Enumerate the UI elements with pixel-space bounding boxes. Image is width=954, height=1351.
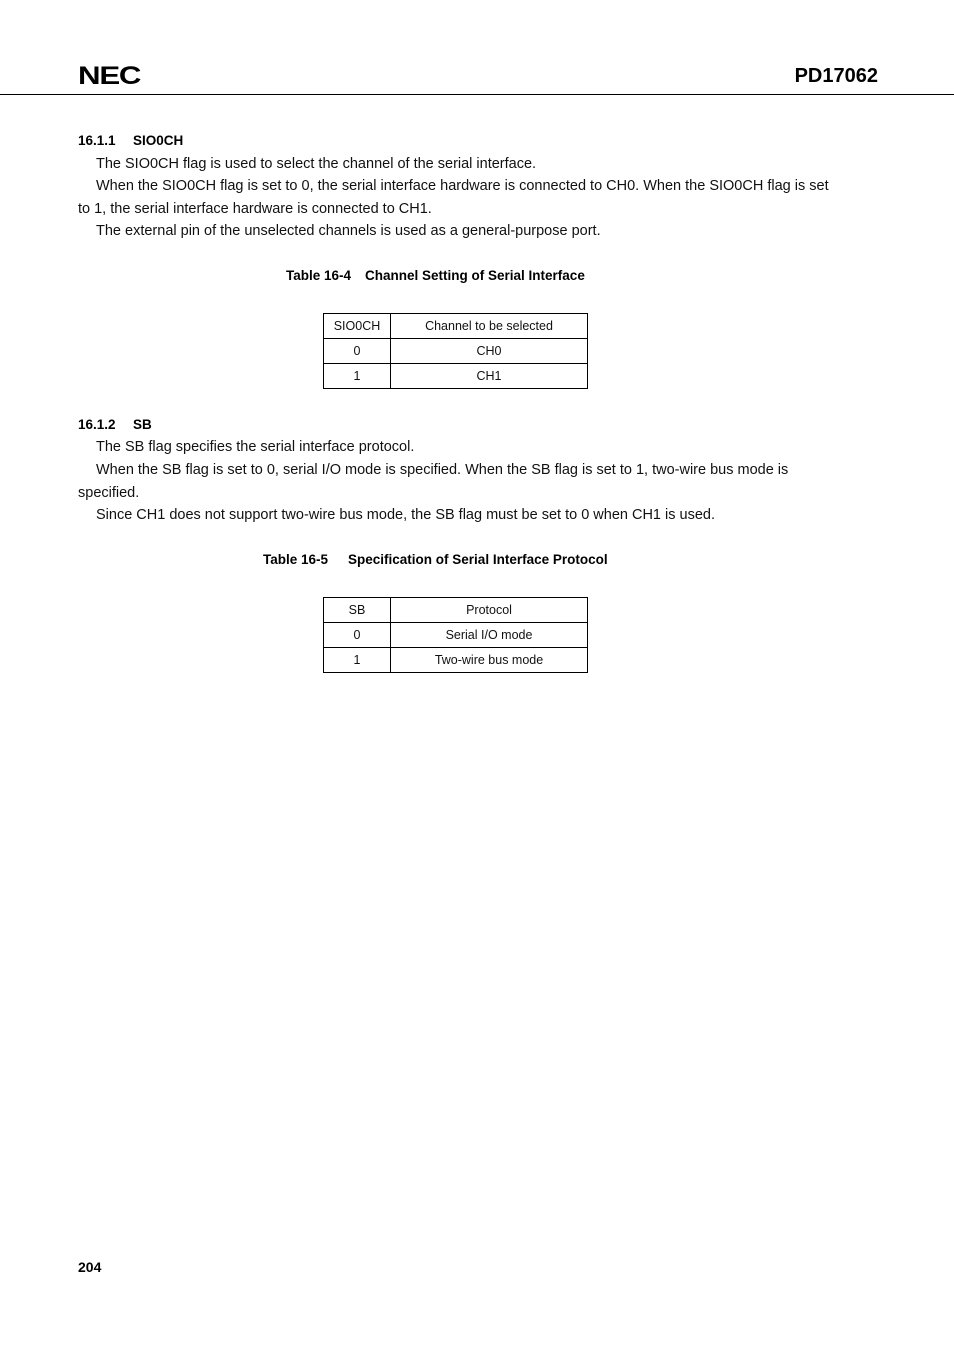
channel-setting-table (323, 313, 588, 389)
paragraph-text: The SIO0CH flag is used to select the channel of the serial interface. (96, 156, 537, 172)
paragraph (78, 220, 834, 243)
table-number: Table 16-4 (286, 268, 352, 283)
section-number: 16.1.1 (78, 133, 116, 148)
paragraph-text: When the SIO0CH flag is set to 0, the serial interface hardware is connected to CH0. When the SIO0CH flag is set to 1, the serial interface hardware is connected to CH1. (78, 178, 829, 217)
table-row (324, 364, 588, 389)
table-row (324, 623, 588, 648)
table-cell: 1 (324, 364, 391, 389)
table-caption (263, 552, 608, 567)
table-title: Specification of Serial Interface Protocol (348, 552, 608, 567)
table-cell: 0 (324, 623, 391, 648)
part-number: PD17062 (794, 65, 878, 87)
table-header-cell: SIO0CH (324, 314, 391, 339)
paragraph (78, 459, 834, 504)
table-cell: 0 (324, 339, 391, 364)
table-row (324, 339, 588, 364)
page-number: 204 (78, 1259, 102, 1275)
section-title: SIO0CH (133, 133, 184, 148)
paragraph (78, 504, 834, 527)
table-cell: Serial I/O mode (391, 623, 588, 648)
section-title: SB (133, 417, 152, 432)
table-cell: Two-wire bus mode (391, 648, 588, 673)
table-header-row (324, 598, 588, 623)
table-header-cell: Channel to be selected (391, 314, 588, 339)
paragraph-text: Since CH1 does not support two-wire bus mode, the SB flag must be set to 0 when CH1 is used. (96, 507, 715, 523)
table-number: Table 16-5 (263, 552, 329, 567)
table-header-cell: SB (324, 598, 391, 623)
table-caption (286, 268, 585, 283)
table-header-cell: Protocol (391, 598, 588, 623)
paragraph-text: When the SB flag is set to 0, serial I/O mode is specified. When the SB flag is set to 1, two-wire bus mode is specified. (78, 462, 789, 501)
paragraph (78, 436, 834, 459)
paragraph-text: The SB flag specifies the serial interface protocol. (96, 439, 415, 455)
table-cell: CH0 (391, 339, 588, 364)
table-row (324, 648, 588, 673)
table-header-row (324, 314, 588, 339)
paragraph-text: The external pin of the unselected channels is used as a general-purpose port. (96, 223, 601, 239)
table-title: Channel Setting of Serial Interface (365, 268, 585, 283)
nec-logo: NEC (78, 62, 141, 90)
header-rule (0, 94, 954, 95)
section-heading-sb (78, 417, 152, 432)
table-cell: CH1 (391, 364, 588, 389)
protocol-table (323, 597, 588, 673)
section-number: 16.1.2 (78, 417, 116, 432)
paragraph (78, 153, 834, 176)
paragraph (78, 175, 834, 220)
section-heading-sio0ch (78, 133, 183, 148)
table-cell: 1 (324, 648, 391, 673)
